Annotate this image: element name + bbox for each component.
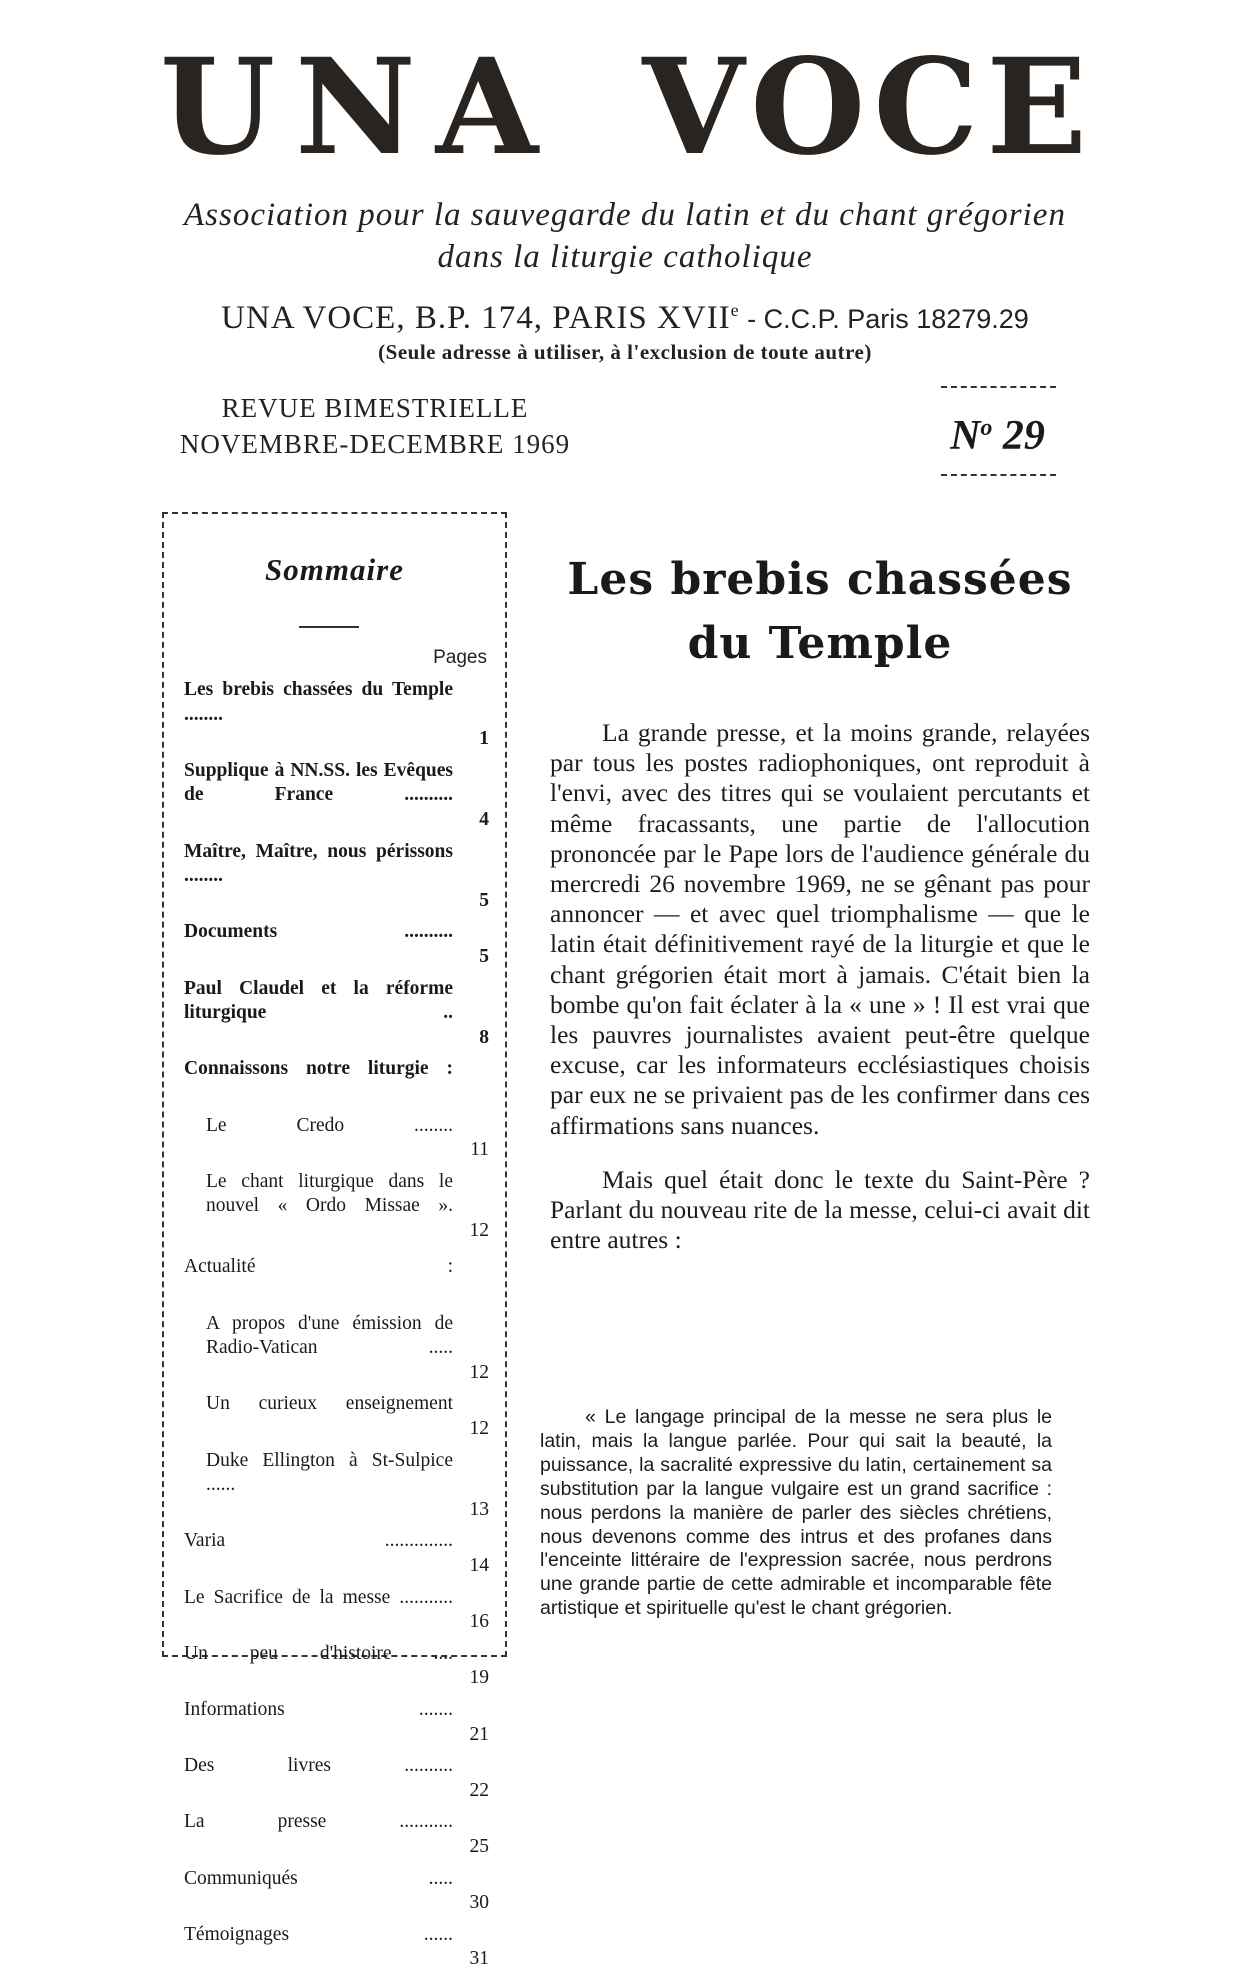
toc-pages-label: Pages <box>433 647 487 668</box>
toc-entry-label: Varia .............. <box>184 1530 453 1552</box>
toc-entry-label: Le Credo ........ <box>206 1114 453 1136</box>
toc-entry <box>184 977 489 1051</box>
toc-entry <box>184 1529 489 1578</box>
toc-entry <box>184 1754 489 1803</box>
toc-entry-label: Connaissons notre liturgie : <box>184 1058 453 1080</box>
toc-entry <box>184 1586 489 1635</box>
issue-rule-top <box>941 386 1056 388</box>
toc-title: Sommaire <box>265 552 404 587</box>
revue-frequency: REVUE BIMESTRIELLE <box>221 393 529 423</box>
toc-entry-label: Communiqués ..... <box>184 1867 453 1889</box>
toc-entry <box>184 1255 489 1304</box>
masthead-word-una: UNA <box>160 30 559 185</box>
article-paragraph: Mais quel était donc le texte du Saint-Père ? Parlant du nouveau rite de la messe, celui-ci avait dit entre autres : <box>550 1164 1090 1255</box>
toc-entry <box>184 1642 489 1691</box>
toc-entry-page: 11 <box>470 1139 489 1161</box>
toc-entry-label: Un peu d'histoire .... <box>184 1642 453 1664</box>
toc-entry-page: 30 <box>469 1892 489 1914</box>
toc-list <box>184 678 489 1979</box>
issue-number <box>935 402 1060 462</box>
toc-entry-page: 14 <box>469 1555 489 1576</box>
toc-entry-label: Actualité : <box>184 1256 453 1278</box>
address-ccp: - C.C.P. Paris 18279.29 <box>739 304 1029 334</box>
toc-entry <box>184 1867 489 1916</box>
toc-entry <box>184 1923 489 1972</box>
article-title-line1: Les brebis chassées <box>567 554 1073 605</box>
toc-entry-page: 21 <box>469 1723 489 1745</box>
issue-prefix: N <box>950 413 981 459</box>
revue-date: NOVEMBRE-DECEMBRE 1969 <box>179 429 571 459</box>
association-tagline: Association pour la sauvegarde du latin et du chant grégorien dans la liturgie catholique <box>184 197 1066 275</box>
toc-entry <box>184 920 489 969</box>
address-notice: (Seule adresse à utiliser, à l'exclusion de toute autre) <box>378 340 872 364</box>
toc-entry-page: 12 <box>469 1361 489 1383</box>
toc-entry-label: Supplique à NN.SS. les Evêques de France .......... <box>184 759 453 806</box>
toc-entry-label: La presse ........... <box>184 1811 453 1833</box>
toc-entry-label: Informations ....... <box>184 1698 453 1720</box>
issue-prefix-sup: o <box>980 415 993 441</box>
issue-value: 29 <box>992 413 1045 459</box>
toc-entry <box>184 1449 489 1523</box>
toc-entry <box>184 1312 489 1386</box>
toc-entry-label: Maître, Maître, nous périssons ........ <box>184 840 453 887</box>
toc-entry-page: 5 <box>479 945 489 967</box>
toc-entry-label: Le Sacrifice de la messe ........... <box>184 1586 453 1608</box>
toc-entry <box>184 678 489 752</box>
toc-entry-label: Témoignages ...... <box>184 1923 453 1945</box>
toc-entry <box>184 1170 489 1244</box>
toc-entry-page: 22 <box>469 1779 489 1801</box>
article-title-line2: du Temple <box>687 618 953 669</box>
toc-entry-label: Documents .......... <box>184 921 453 943</box>
toc-entry-page: 4 <box>479 808 489 830</box>
toc-entry <box>184 1392 489 1441</box>
article-paragraph: La grande presse, et la moins grande, relayées par tous les postes radiophoniques, ont reproduit à l'envi, avec des titres qui se voulaient percutants et même fracassants, une partie de l'allocution prononcée par le Pape lors de l'audience générale du mercredi 26 novembre 1969, ne se gênant pas pour annoncer — et avec quel triomphalisme — que le latin était définitivement rayé de la liturgie et que le chant grégorien était mort à jamais. C'était bien la bombe qu'on fait éclater à la « une » ! Il est vrai que les pauvres journalistes avaient peut-être quelque excuse, car les informateurs ecclésiastiques choisis par eux ne se privaient pas de les confirmer dans ces affirmations sans nuances. <box>550 718 1090 1140</box>
toc-entry-label: Paul Claudel et la réforme liturgique .. <box>184 977 453 1024</box>
address-superscript: e <box>730 300 740 320</box>
toc-entry-page: 19 <box>469 1667 489 1689</box>
toc-entry-page: 31 <box>469 1948 489 1970</box>
masthead-word-voce: VOCE <box>642 30 1095 185</box>
toc-entry <box>184 1810 489 1859</box>
toc-entry-label: Le chant liturgique dans le nouvel « Ordo Missae ». <box>206 1170 453 1217</box>
toc-entry <box>184 840 489 914</box>
toc-entry-label: Duke Ellington à St-Sulpice ...... <box>206 1449 453 1496</box>
toc-entry <box>184 1698 489 1747</box>
revue-info <box>150 390 600 462</box>
address-main: UNA VOCE, B.P. 174, PARIS XVII <box>221 300 731 336</box>
toc-entry-page: 1 <box>479 728 489 750</box>
issue-rule-bottom <box>941 474 1056 476</box>
toc-entry-label: A propos d'une émission de Radio-Vatican ..... <box>206 1312 453 1359</box>
article-title <box>540 548 1100 676</box>
issue-number-box <box>935 380 1060 480</box>
toc-entry-page: 8 <box>479 1026 489 1048</box>
toc-entry <box>184 1057 489 1106</box>
toc-entry-page: 12 <box>469 1219 489 1241</box>
toc-entry-page: 13 <box>469 1498 489 1520</box>
toc-entry <box>184 1114 489 1163</box>
toc-entry-page: 16 <box>469 1611 489 1633</box>
article-body <box>550 718 1090 1279</box>
table-of-contents <box>162 512 507 1970</box>
toc-entry-label: Les brebis chassées du Temple ........ <box>184 679 453 725</box>
toc-entry-label: Un curieux enseignement <box>206 1393 453 1415</box>
toc-entry-page: 25 <box>469 1835 489 1857</box>
toc-entry-label: Des livres .......... <box>184 1755 453 1777</box>
toc-entry-page: 12 <box>469 1418 489 1440</box>
masthead <box>160 30 1095 185</box>
postal-address <box>150 290 1100 339</box>
toc-divider <box>299 626 359 628</box>
toc-entry-page: 5 <box>479 889 489 911</box>
toc-entry <box>184 759 489 833</box>
papal-quote: « Le langage principal de la messe ne sera plus le latin, mais la langue parlée. Pour qui sait la beauté, la puissance, la sacralité expressive du latin, certainement sa substitution par la langue vulgaire est un grand sacrifice : nous perdons la manière de parler des siècles chrétiens, nous devenons comme des intrus et des profanes dans l'enceinte littéraire de l'expression sacrée, nous perdrons une grande partie de cette admirable et incomparable fête artistique et spirituelle qu'est le chant grégorien. <box>540 1406 1052 1620</box>
